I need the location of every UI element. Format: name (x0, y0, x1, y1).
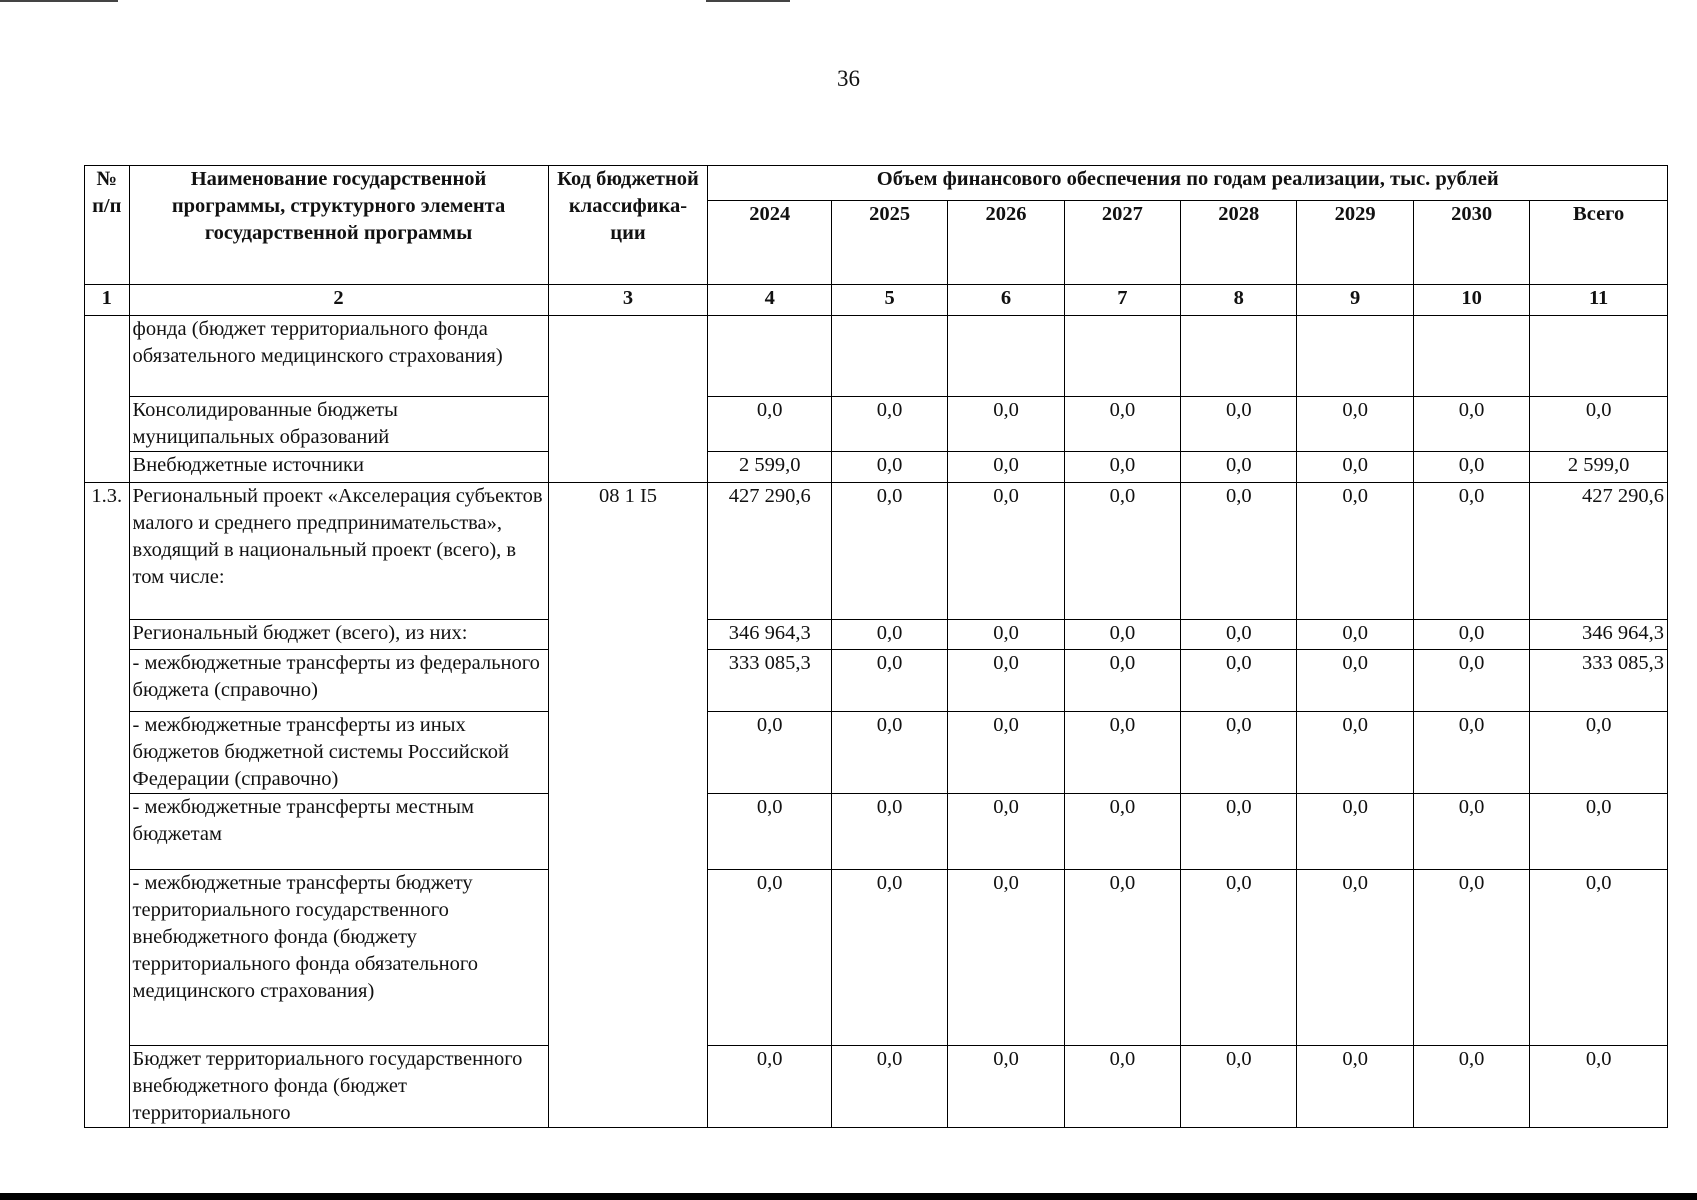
table-row (85, 620, 1668, 650)
row-code (548, 316, 708, 483)
table-row (85, 794, 1668, 870)
value-cell: 0,0 (1413, 397, 1529, 452)
value-cell: 0,0 (1064, 483, 1180, 620)
value-cell: 0,0 (1064, 452, 1180, 483)
value-cell: 0,0 (1297, 397, 1413, 452)
value-cell: 0,0 (1297, 483, 1413, 620)
value-cell: 0,0 (831, 452, 947, 483)
row-number: 1.3. (85, 483, 130, 1128)
value-cell: 0,0 (1413, 620, 1529, 650)
header-code: Код бюджетной классифика-ции (548, 166, 708, 285)
value-cell: 0,0 (1064, 397, 1180, 452)
value-cell: 0,0 (1413, 483, 1529, 620)
value-cell: 0,0 (948, 794, 1064, 870)
value-cell: 0,0 (1530, 1046, 1668, 1128)
column-number: 4 (708, 285, 831, 316)
value-cell: 0,0 (1297, 870, 1413, 1046)
scan-top-mark (706, 0, 790, 2)
table-row (85, 650, 1668, 712)
value-cell: 0,0 (1413, 1046, 1529, 1128)
header-year: 2028 (1181, 201, 1297, 285)
value-cell: 0,0 (831, 870, 947, 1046)
row-name: Бюджет территориального государственного внебюджетного фонда (бюджет территориального (129, 1046, 548, 1128)
value-cell: 0,0 (1181, 1046, 1297, 1128)
column-number: 9 (1297, 285, 1413, 316)
row-number (85, 316, 130, 483)
value-cell: 2 599,0 (708, 452, 831, 483)
value-cell (1413, 316, 1529, 397)
value-cell (1064, 316, 1180, 397)
value-cell (708, 316, 831, 397)
value-cell: 0,0 (1181, 650, 1297, 712)
row-code: 08 1 I5 (548, 483, 708, 1128)
value-cell: 0,0 (1064, 1046, 1180, 1128)
financing-table (84, 165, 1668, 1128)
table-row (85, 452, 1668, 483)
value-cell (1181, 316, 1297, 397)
value-cell: 0,0 (1297, 794, 1413, 870)
value-cell: 0,0 (948, 397, 1064, 452)
value-cell: 333 085,3 (708, 650, 831, 712)
header-year: 2027 (1064, 201, 1180, 285)
value-cell: 0,0 (831, 1046, 947, 1128)
value-cell: 0,0 (1297, 712, 1413, 794)
value-cell: 0,0 (1181, 870, 1297, 1046)
value-cell: 0,0 (1064, 650, 1180, 712)
table-row (85, 870, 1668, 1046)
row-name: - межбюджетные трансферты из федерального бюджета (справочно) (129, 650, 548, 712)
table-row (85, 483, 1668, 620)
column-number: 7 (1064, 285, 1180, 316)
row-name: Консолидированные бюджеты муниципальных образований (129, 397, 548, 452)
value-cell (831, 316, 947, 397)
value-cell: 346 964,3 (708, 620, 831, 650)
table-row (85, 712, 1668, 794)
value-cell: 0,0 (948, 483, 1064, 620)
column-number: 10 (1413, 285, 1529, 316)
value-cell: 0,0 (948, 452, 1064, 483)
row-name: Региональный бюджет (всего), из них: (129, 620, 548, 650)
value-cell: 0,0 (708, 1046, 831, 1128)
value-cell (1297, 316, 1413, 397)
column-number: 8 (1181, 285, 1297, 316)
value-cell: 0,0 (1297, 1046, 1413, 1128)
value-cell: 0,0 (1297, 650, 1413, 712)
value-cell: 427 290,6 (708, 483, 831, 620)
value-cell: 0,0 (708, 397, 831, 452)
value-cell: 0,0 (1297, 452, 1413, 483)
value-cell: 0,0 (831, 620, 947, 650)
row-name: - межбюджетные трансферты местным бюджетам (129, 794, 548, 870)
value-cell: 0,0 (1181, 452, 1297, 483)
value-cell: 0,0 (831, 397, 947, 452)
value-cell: 0,0 (1413, 870, 1529, 1046)
value-cell: 0,0 (708, 870, 831, 1046)
row-name: фонда (бюджет территориального фонда обязательного медицинского страхования) (129, 316, 548, 397)
table-row (85, 397, 1668, 452)
column-number: 1 (85, 285, 130, 316)
scan-top-mark (0, 0, 118, 2)
scan-bottom-edge (0, 1193, 1697, 1200)
header-volume: Объем финансового обеспечения по годам реализации, тыс. рублей (708, 166, 1668, 201)
value-cell: 0,0 (831, 794, 947, 870)
header-year: 2030 (1413, 201, 1529, 285)
column-number: 6 (948, 285, 1064, 316)
value-cell: 0,0 (831, 712, 947, 794)
page-number: 36 (837, 66, 860, 91)
column-number: 11 (1530, 285, 1668, 316)
value-cell: 0,0 (1181, 397, 1297, 452)
value-cell: 0,0 (1530, 712, 1668, 794)
value-cell: 0,0 (1181, 483, 1297, 620)
value-cell: 0,0 (1064, 870, 1180, 1046)
row-name: - межбюджетные трансферты бюджету территориального государственного внебюджетного фонда (бюджету территориального фонда обязательного медицинского страхования) (129, 870, 548, 1046)
row-name: Внебюджетные источники (129, 452, 548, 483)
value-cell: 0,0 (948, 620, 1064, 650)
value-cell: 0,0 (1530, 870, 1668, 1046)
value-cell: 0,0 (1064, 794, 1180, 870)
row-name: - межбюджетные трансферты из иных бюджетов бюджетной системы Российской Федерации (справочно) (129, 712, 548, 794)
value-cell: 0,0 (948, 1046, 1064, 1128)
column-number: 5 (831, 285, 947, 316)
value-cell: 0,0 (1413, 712, 1529, 794)
header-year: 2026 (948, 201, 1064, 285)
value-cell: 0,0 (831, 483, 947, 620)
value-cell: 2 599,0 (1530, 452, 1668, 483)
value-cell: 0,0 (1413, 452, 1529, 483)
value-cell: 0,0 (1297, 620, 1413, 650)
value-cell: 0,0 (1530, 397, 1668, 452)
column-number: 3 (548, 285, 708, 316)
header-num: № п/п (85, 166, 130, 285)
value-cell (948, 316, 1064, 397)
value-cell: 427 290,6 (1530, 483, 1668, 620)
value-cell: 0,0 (948, 870, 1064, 1046)
header-name: Наименование государственной программы, структурного элемента государственной программы (129, 166, 548, 285)
value-cell: 0,0 (1064, 712, 1180, 794)
value-cell: 0,0 (948, 650, 1064, 712)
value-cell: 0,0 (1530, 794, 1668, 870)
value-cell: 0,0 (1413, 650, 1529, 712)
value-cell: 0,0 (1181, 620, 1297, 650)
table-row (85, 1046, 1668, 1128)
table-row (85, 316, 1668, 397)
value-cell: 0,0 (1064, 620, 1180, 650)
row-name: Региональный проект «Акселерация субъектов малого и среднего предпринимательства», входящий в национальный проект (всего), в том числе: (129, 483, 548, 620)
value-cell: 0,0 (1181, 794, 1297, 870)
header-total: Всего (1530, 201, 1668, 285)
header-year: 2029 (1297, 201, 1413, 285)
value-cell: 0,0 (1413, 794, 1529, 870)
value-cell: 346 964,3 (1530, 620, 1668, 650)
header-year: 2025 (831, 201, 947, 285)
value-cell: 0,0 (948, 712, 1064, 794)
column-number: 2 (129, 285, 548, 316)
header-year: 2024 (708, 201, 831, 285)
value-cell: 0,0 (831, 650, 947, 712)
value-cell: 0,0 (708, 712, 831, 794)
value-cell: 0,0 (1181, 712, 1297, 794)
value-cell: 333 085,3 (1530, 650, 1668, 712)
value-cell (1530, 316, 1668, 397)
value-cell: 0,0 (708, 794, 831, 870)
